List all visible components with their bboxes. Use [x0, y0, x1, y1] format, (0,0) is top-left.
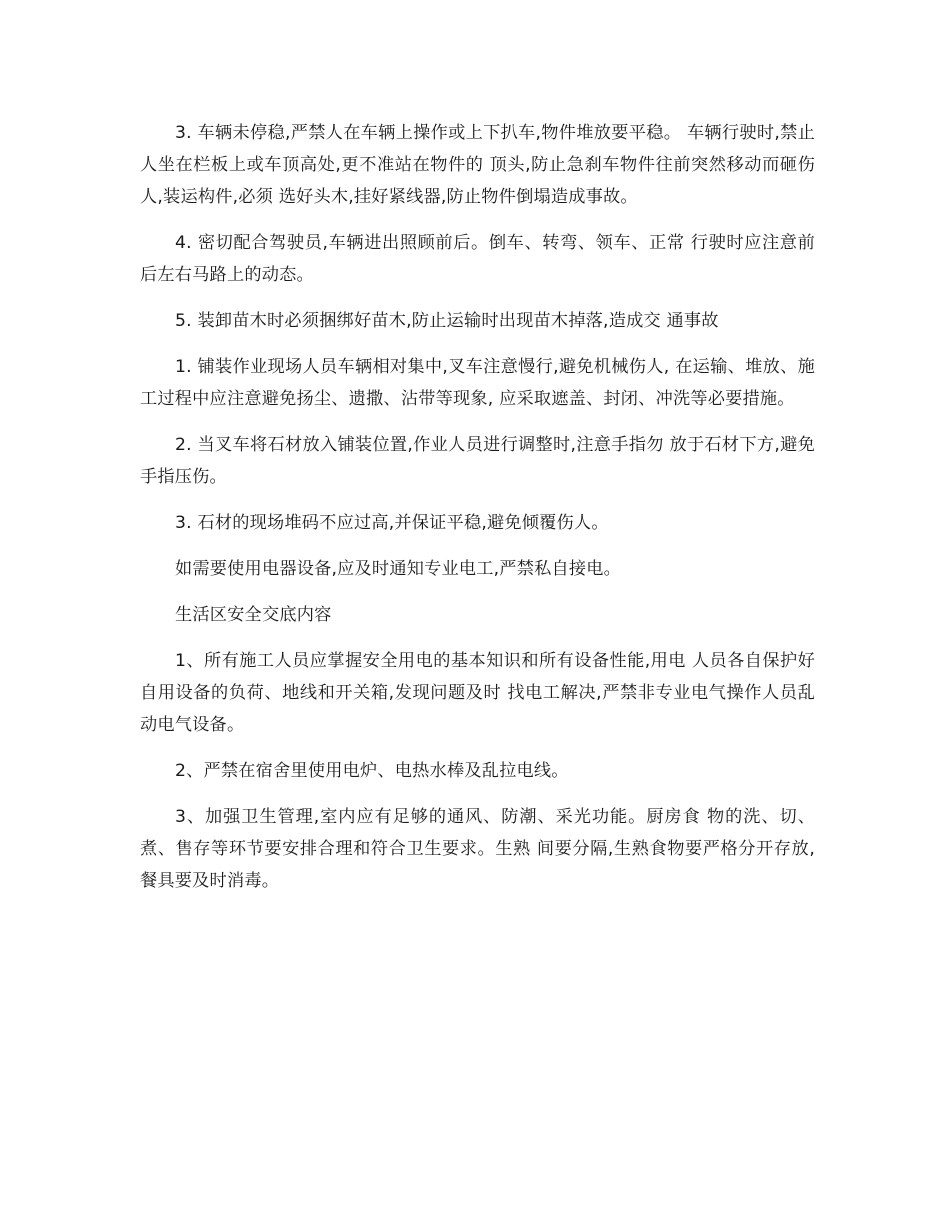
paragraph-electricity-knowledge: 1、所有施工人员应掌握安全用电的基本知识和所有设备性能,用电 人员各自保护好自用设备的负荷、地线和开关箱,发现问题及时 找电工解决,严禁非专业电气操作人员乱动电气设备。 — [140, 651, 815, 735]
section-heading-living-area: 生活区安全交底内容 — [175, 605, 332, 625]
paragraph-seedling-loading: 5. 装卸苗木时必须捆绑好苗木,防止运输时出现苗木掉落,造成交 通事故 — [175, 311, 719, 331]
paragraph-forklift-stone: 2. 当叉车将石材放入铺装位置,作业人员进行调整时,注意手指勿 放于石材下方,避免手指压伤。 — [140, 435, 815, 487]
paragraph-vehicle-stability: 3. 车辆未停稳,严禁人在车辆上操作或上下扒车,物件堆放要平稳。 车辆行驶时,禁止人坐在栏板上或车顶高处,更不准站在物件的 顶头,防止急刹车物件往前突然移动而砸伤人,装运构件,必须 选好头木,挂好紧线器,防止物件倒塌造成事故。 — [140, 123, 815, 207]
paragraph-paving-site: 1. 铺装作业现场人员车辆相对集中,叉车注意慢行,避免机械伤人, 在运输、堆放、施工过程中应注意避免扬尘、遗撒、沾带等现象, 应采取遮盖、封闭、冲洗等必要措施。 — [140, 357, 815, 409]
paragraph-stone-stacking: 3. 石材的现场堆码不应过高,并保证平稳,避免倾覆伤人。 — [175, 513, 609, 533]
paragraph-dormitory-ban: 2、严禁在宿舍里使用电炉、电热水棒及乱拉电线。 — [175, 761, 569, 781]
document-body — [140, 117, 815, 911]
paragraph-electrical-equipment: 如需要使用电器设备,应及时通知专业电工,严禁私自接电。 — [175, 559, 622, 579]
paragraph-hygiene-management: 3、加强卫生管理,室内应有足够的通风、防潮、采光功能。厨房食 物的洗、切、煮、售存等环节要安排合理和符合卫生要求。生熟 间要分隔,生熟食物要严格分开存放,餐具要及时消毒。 — [140, 807, 815, 891]
paragraph-driver-coordination: 4. 密切配合驾驶员,车辆进出照顾前后。倒车、转弯、领车、正常 行驶时应注意前后左右马路上的动态。 — [140, 233, 815, 285]
